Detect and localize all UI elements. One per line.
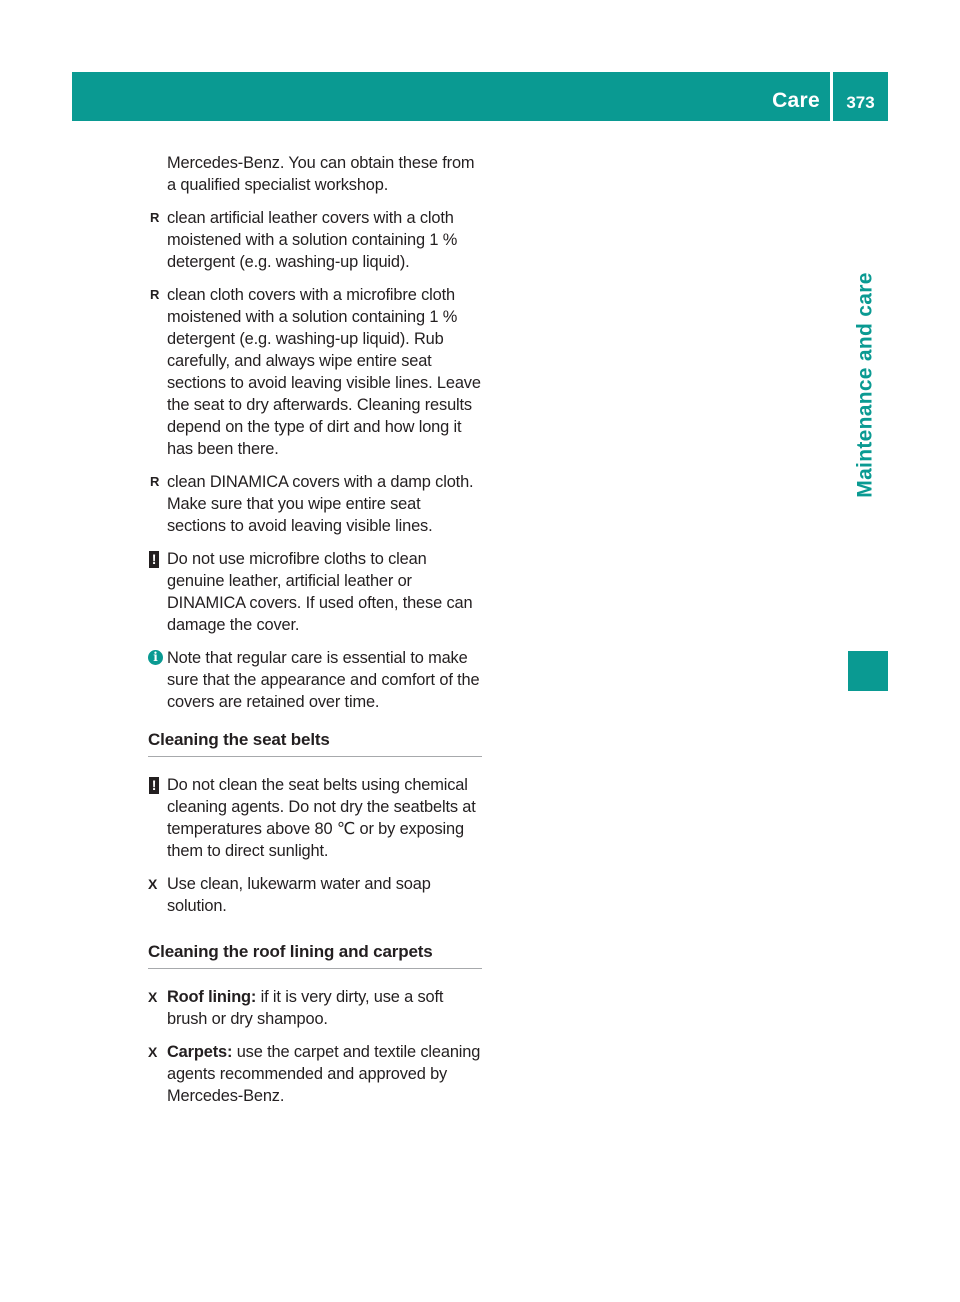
main-content: [148, 152, 482, 1118]
info-icon: i: [148, 650, 163, 665]
instruction-step: [148, 873, 482, 917]
instruction-step: [148, 986, 482, 1030]
bullet-icon: R: [150, 474, 160, 489]
list-item-text: clean cloth covers with a microfibre cloth moistened with a solution containing 1 % detergent (e.g. washing-up liquid). Rub carefully, and always wipe entire seat sections to avoid leaving visible lines. Leave the seat to dry afterwards. Cleaning results depend on the type of dirt and how long it has been there.: [167, 286, 481, 458]
instruction-step: [148, 1041, 482, 1107]
page-number: 373: [846, 93, 875, 112]
list-item: [148, 284, 482, 460]
warning-note: [148, 774, 482, 862]
section-title: Care: [772, 89, 820, 112]
step-arrow-icon: X: [148, 876, 158, 892]
chapter-tab-label: Maintenance and care: [854, 272, 878, 498]
step-text: if it is very dirty, use a soft brush or dry shampoo.: [167, 988, 444, 1028]
list-item: [148, 471, 482, 537]
heading-roof-carpets: Cleaning the roof lining and carpets: [148, 941, 482, 969]
warning-text: Do not use microfibre cloths to clean genuine leather, artificial leather or DINAMICA covers. If used often, these can damage the cover.: [167, 550, 473, 634]
step-text: Use clean, lukewarm water and soap solution.: [167, 875, 431, 915]
step-arrow-icon: X: [148, 1044, 158, 1060]
warning-icon: !: [149, 551, 159, 568]
chapter-marker: [848, 651, 888, 691]
warning-note: [148, 548, 482, 636]
step-arrow-icon: X: [148, 989, 158, 1005]
info-note: [148, 647, 482, 713]
list-item: [148, 207, 482, 273]
warning-text: Do not clean the seat belts using chemical cleaning agents. Do not dry the seatbelts at temperatures above 80 ℃ or by exposing them to direct sunlight.: [167, 776, 476, 860]
step-text: use the carpet and textile cleaning agents recommended and approved by Mercedes-Benz.: [167, 1043, 481, 1105]
header-bar: [72, 72, 830, 121]
bullet-icon: R: [150, 210, 160, 225]
step-label: Roof lining:: [167, 988, 257, 1006]
step-label: Carpets:: [167, 1043, 233, 1061]
heading-seat-belts: Cleaning the seat belts: [148, 729, 482, 757]
list-item-text: clean DINAMICA covers with a damp cloth. Make sure that you wipe entire seat sections to avoid leaving visible lines.: [167, 473, 474, 535]
info-text: Note that regular care is essential to make sure that the appearance and comfort of the covers are retained over time.: [167, 649, 480, 711]
chapter-tab: [844, 125, 888, 645]
continuation-paragraph: Mercedes-Benz. You can obtain these from a qualified specialist workshop.: [167, 154, 475, 194]
warning-icon: !: [149, 777, 159, 794]
bullet-icon: R: [150, 287, 160, 302]
list-item-text: clean artificial leather covers with a cloth moistened with a solution containing 1 % detergent (e.g. washing-up liquid).: [167, 209, 458, 271]
